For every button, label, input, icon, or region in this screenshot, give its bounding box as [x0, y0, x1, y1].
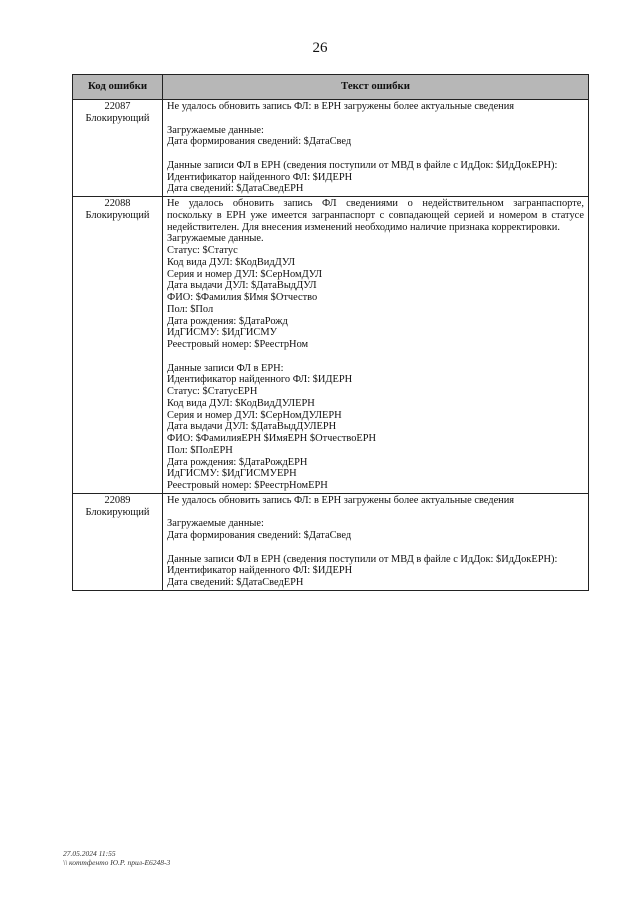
blank-line	[167, 148, 584, 160]
error-text-line: Не удалось обновить запись ФЛ сведениями о недействительном загранпаспорте,	[167, 198, 584, 209]
error-text-line: Загружаемые данные.	[167, 233, 264, 245]
error-text-line: Серия и номер ДУЛ: $СерНомДУЛ	[167, 268, 323, 280]
error-text-cell	[163, 493, 589, 590]
error-text-line: Загружаемые данные:	[167, 124, 264, 136]
error-type: Блокирующий	[85, 209, 150, 221]
error-code: 22087	[104, 101, 131, 112]
error-text-line: Пол: $Пол	[167, 303, 214, 315]
error-text-line: Дата формирования сведений: $ДатаСвед	[167, 530, 352, 541]
error-text-line: поскольку в ЕРН уже имеется загранпаспорт с совпадающей серией и номером в статусе	[167, 209, 584, 221]
error-text-line: Загружаемые данные:	[167, 518, 264, 530]
error-text-line: Идентификатор найденного ФЛ: $ИДЕРН	[167, 171, 353, 183]
table-row	[73, 197, 589, 494]
error-text-line: Дата выдачи ДУЛ: $ДатаВыдДУЛ	[167, 280, 317, 292]
error-text-line: Идентификатор найденного ФЛ: $ИДЕРН	[167, 565, 353, 577]
error-text-line: ИдГИСМУ: $ИдГИСМУ	[167, 327, 277, 339]
error-code-cell	[73, 100, 163, 197]
error-text-line: Статус: $СтатусЕРН	[167, 386, 258, 397]
error-text-cell	[163, 100, 589, 197]
footer-file-path: \\ коттфенто Ю.Р. прил-Е6248-3	[63, 858, 171, 867]
error-text-line: Идентификатор найденного ФЛ: $ИДЕРН	[167, 374, 353, 386]
table-row	[73, 100, 589, 197]
error-text-line: Дата сведений: $ДатаСведЕРН	[167, 577, 304, 588]
blank-line	[167, 542, 584, 554]
table-row	[73, 493, 589, 590]
table-header-row	[73, 75, 589, 100]
table-body	[73, 100, 589, 591]
header-code: Код ошибки	[73, 75, 163, 100]
error-type: Блокирующий	[85, 506, 150, 518]
error-code: 22089	[104, 494, 131, 506]
blank-line	[167, 351, 584, 363]
error-text-line: Код вида ДУЛ: $КодВидДУЛЕРН	[167, 397, 315, 409]
error-text-line: ФИО: $Фамилия $Имя $Отчество	[167, 292, 318, 303]
error-text-line: Пол: $ПолЕРН	[167, 444, 233, 456]
error-code-cell	[73, 493, 163, 590]
error-text-line: Дата рождения: $ДатаРождЕРН	[167, 456, 308, 468]
error-text-line: Код вида ДУЛ: $КодВидДУЛ	[167, 256, 296, 268]
error-text-line: Дата рождения: $ДатаРожд	[167, 315, 288, 327]
error-text-line: Реестровый номер: $РеестрНомЕРН	[167, 480, 328, 491]
error-text-line: Статус: $Статус	[167, 245, 238, 256]
error-text-cell	[163, 197, 589, 494]
error-text-line: ИдГИСМУ: $ИдГИСМУЕРН	[167, 468, 297, 480]
error-text-line: Не удалось обновить запись ФЛ: в ЕРН загружены более актуальные сведения	[167, 494, 515, 506]
error-text-line: недействителен. Для внесения изменений необходимо наличие признака корректировки.	[167, 221, 560, 233]
error-text-line: Данные записи ФЛ в ЕРН:	[167, 362, 284, 374]
page-number: 26	[312, 40, 328, 56]
error-text-line: Дата сведений: $ДатаСведЕРН	[167, 183, 304, 195]
error-type: Блокирующий	[85, 112, 150, 124]
error-text-line: Данные записи ФЛ в ЕРН (сведения поступили от МВД в файле с ИдДок: $ИдДокЕРН):	[167, 159, 558, 171]
error-text-line: Дата выдачи ДУЛ: $ДатаВыдДУЛЕРН	[167, 421, 337, 433]
blank-line	[167, 113, 584, 125]
error-text-line: Данные записи ФЛ в ЕРН (сведения поступили от МВД в файле с ИдДок: $ИдДокЕРН):	[167, 553, 558, 565]
error-code: 22088	[104, 198, 131, 209]
error-codes-table	[72, 74, 589, 591]
error-text-line: Не удалось обновить запись ФЛ: в ЕРН загружены более актуальные сведения	[167, 101, 515, 112]
error-code-cell	[73, 197, 163, 494]
footer-stamp	[63, 849, 170, 867]
blank-line	[167, 507, 584, 519]
error-text-line: Реестровый номер: $РеестрНом	[167, 339, 309, 350]
error-text-line: Дата формирования сведений: $ДатаСвед	[167, 136, 352, 148]
error-text-line: Серия и номер ДУЛ: $СерНомДУЛЕРН	[167, 409, 342, 421]
footer-timestamp: 27.05.2024 11:55	[63, 849, 116, 858]
header-text: Текст ошибки	[163, 75, 589, 100]
error-text-line: ФИО: $ФамилияЕРН $ИмяЕРН $ОтчествоЕРН	[167, 433, 377, 444]
